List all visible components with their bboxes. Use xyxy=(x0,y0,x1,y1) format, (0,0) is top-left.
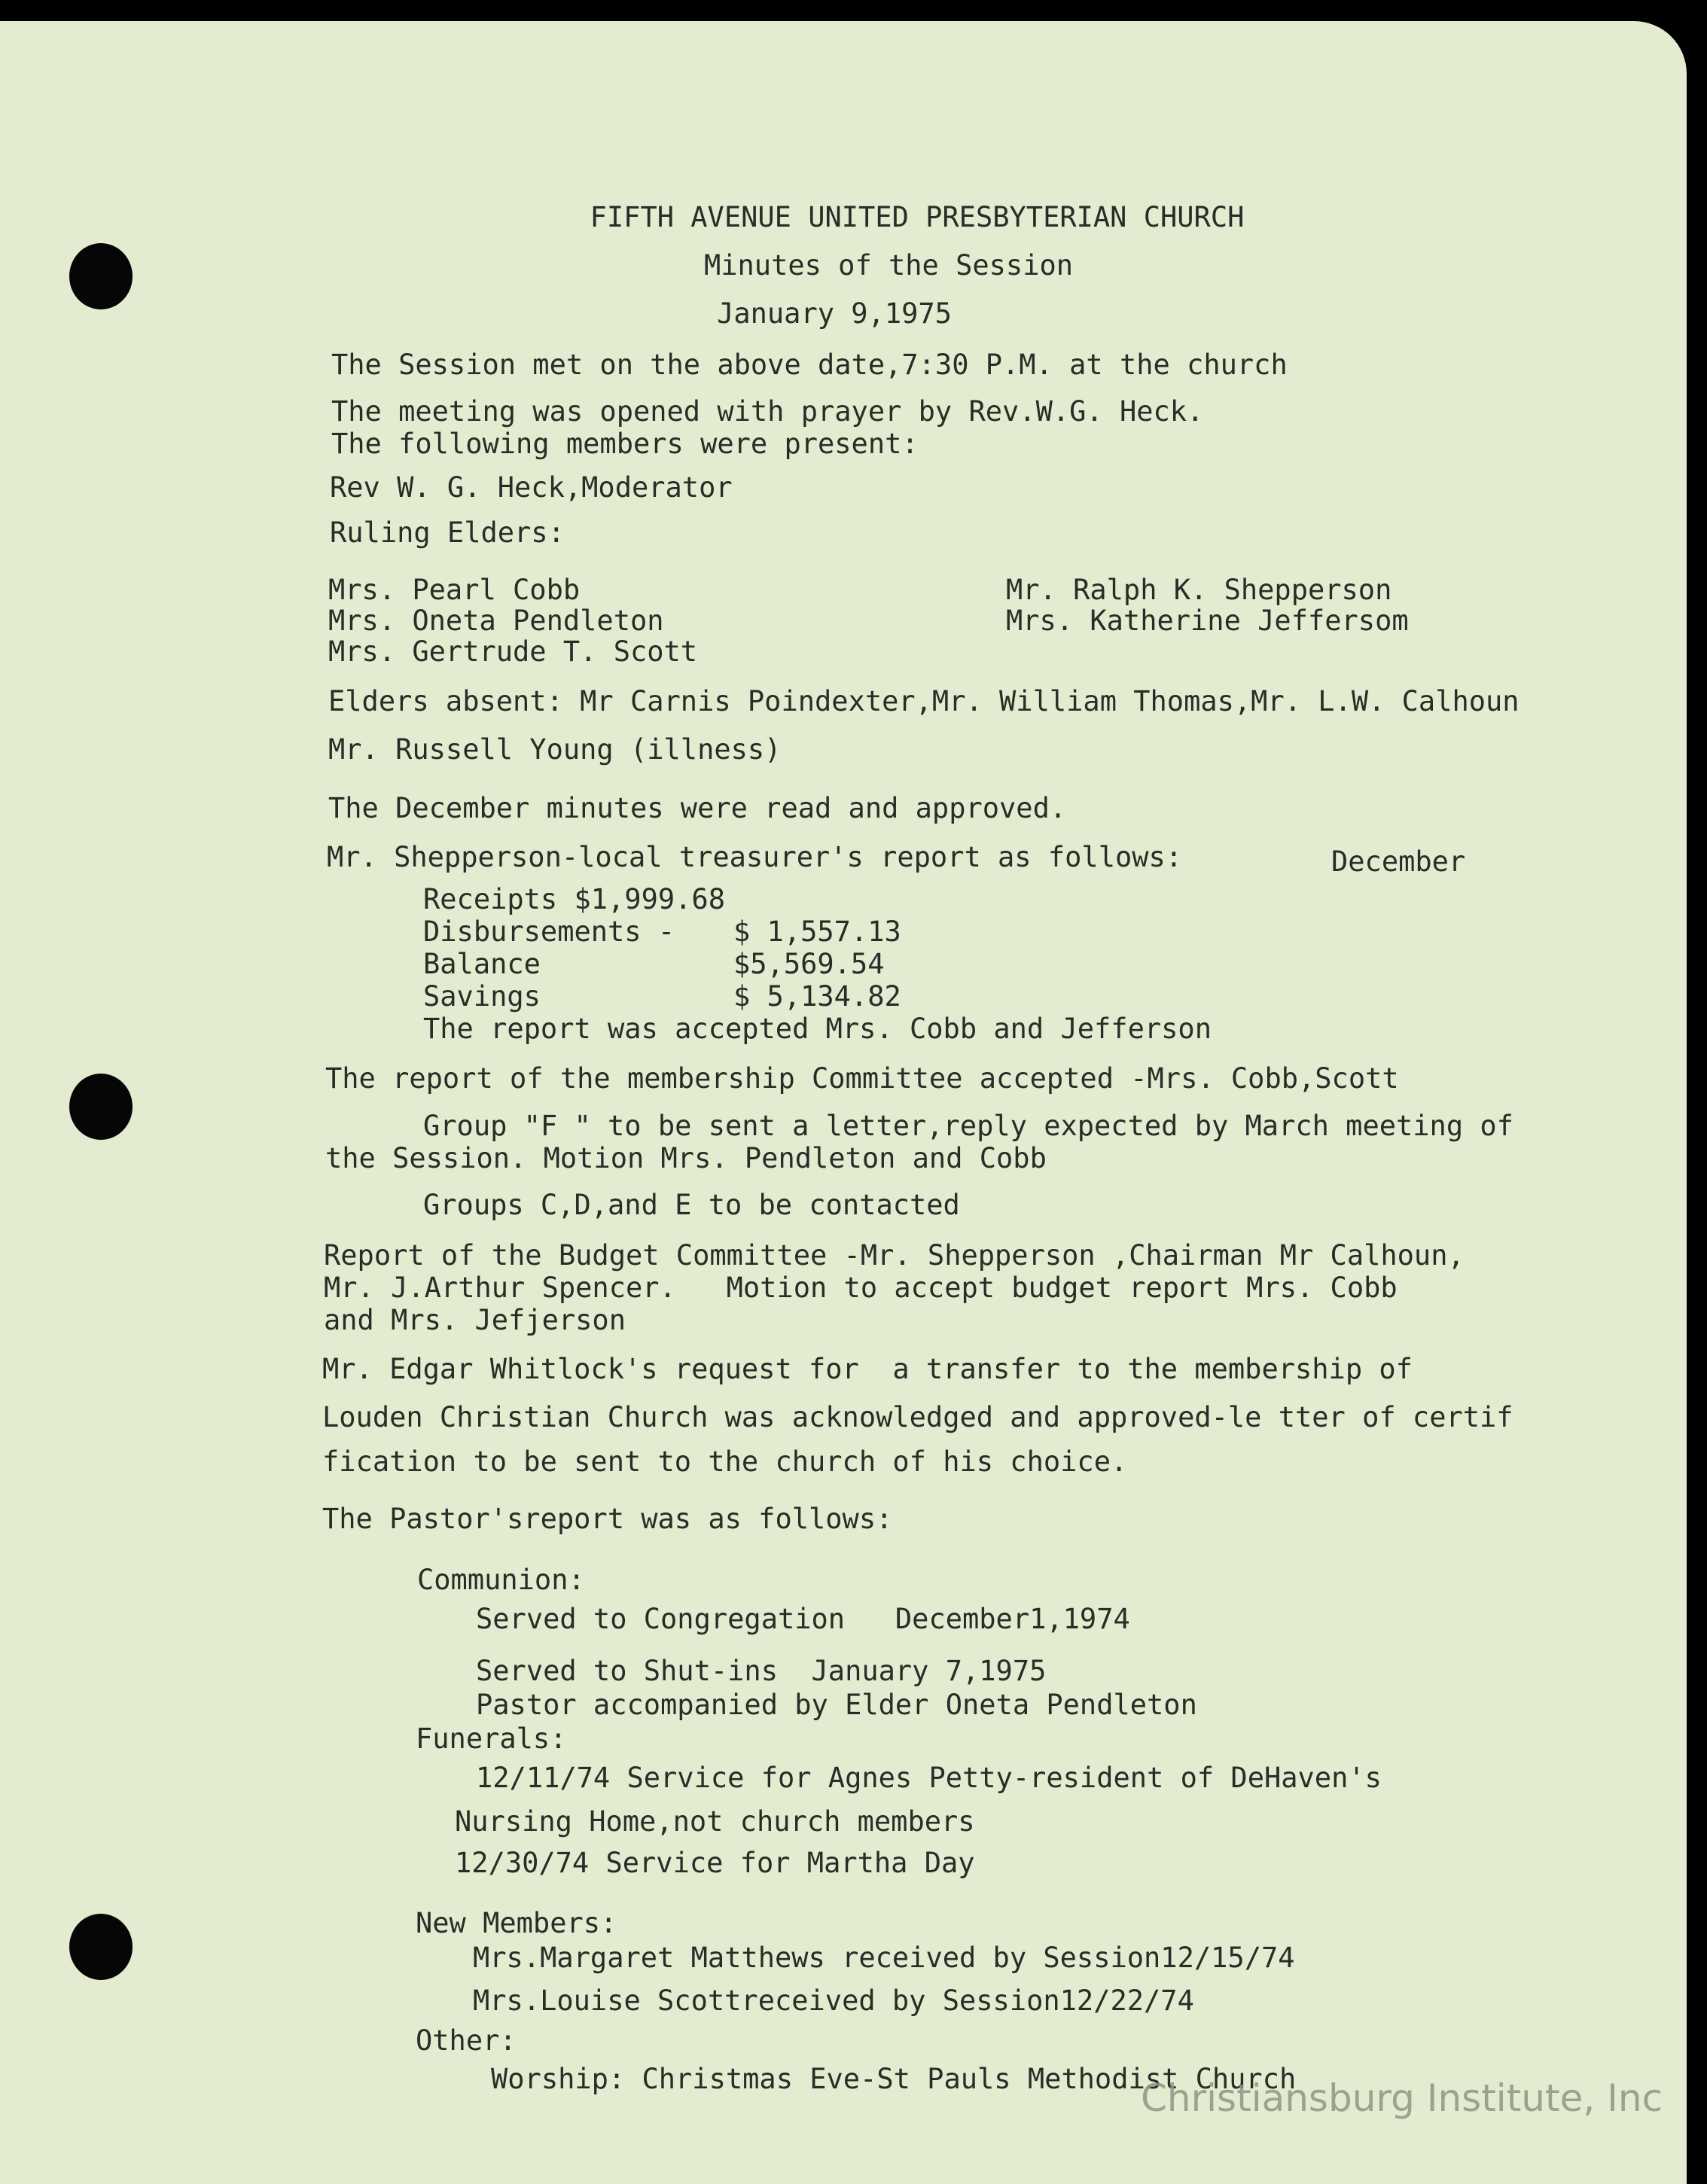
communion-heading: Communion: xyxy=(417,1564,585,1596)
elder-right-2: Mrs. Katherine Jeffersom xyxy=(1006,605,1409,637)
funeral-line-2: 12/30/74 Service for Martha Day xyxy=(455,1847,975,1879)
new-member-2: Mrs.Louise Scottreceived by Session12/22/74 xyxy=(473,1984,1194,2017)
group-f-line-2: the Session. Motion Mrs. Pendleton and Cobb xyxy=(325,1142,1047,1174)
savings-label: Savings xyxy=(423,980,541,1013)
elders-absent-line: Elders absent: Mr Carnis Poindexter,Mr. William Thomas,Mr. L.W. Calhoun xyxy=(328,685,1520,717)
other-heading: Other: xyxy=(416,2024,517,2057)
groups-cde-line: Groups C,D,and E to be contacted xyxy=(423,1189,960,1221)
funeral-line-1: 12/11/74 Service for Agnes Petty-resident of DeHaven's xyxy=(476,1762,1382,1794)
treasurer-report-heading: Mr. Shepperson-local treasurer's report as follows: xyxy=(327,841,1183,873)
membership-report-line: The report of the membership Committee accepted -Mrs. Cobb,Scott xyxy=(325,1062,1399,1095)
punch-hole-middle xyxy=(69,1074,133,1140)
transfer-request-line-2: Louden Christian Church was acknowledged and approved-le tter of certif xyxy=(322,1401,1513,1433)
receipts-line: Receipts $1,999.68 xyxy=(423,883,725,915)
report-accepted-line: The report was accepted Mrs. Cobb and Jefferson xyxy=(423,1013,1212,1045)
served-congregation-line: Served to Congregation December1,1974 xyxy=(476,1603,1130,1635)
disbursements-value: $ 1,557.13 xyxy=(733,915,901,948)
session-met-line: The Session met on the above date,7:30 P.M. at the church xyxy=(331,349,1288,381)
disbursements-label: Disbursements - xyxy=(423,915,675,948)
funeral-line-1b: Nursing Home,not church members xyxy=(455,1805,975,1838)
document-subtitle: Minutes of the Session xyxy=(703,249,1074,282)
punch-hole-bottom xyxy=(69,1914,133,1980)
budget-report-line-3: and Mrs. Jefjerson xyxy=(324,1304,626,1336)
document-page xyxy=(0,21,1687,2184)
transfer-request-line: Mr. Edgar Whitlock's request for a transfer to the membership of xyxy=(322,1353,1413,1385)
balance-value: $5,569.54 xyxy=(733,948,885,980)
elder-left-2: Mrs. Oneta Pendleton xyxy=(328,605,664,637)
transfer-request-line-3: fication to be sent to the church of his choice. xyxy=(322,1445,1128,1478)
savings-value: $ 5,134.82 xyxy=(733,980,901,1013)
meeting-date: January 9,1975 xyxy=(717,297,952,330)
new-members-heading: New Members: xyxy=(416,1907,617,1939)
new-member-1: Mrs.Margaret Matthews received by Session12/15/74 xyxy=(473,1942,1295,1974)
balance-label: Balance xyxy=(423,948,541,980)
watermark: Christiansburg Institute, Inc xyxy=(1141,2076,1663,2120)
elder-left-1: Mrs. Pearl Cobb xyxy=(328,574,581,606)
budget-report-line-2: Mr. J.Arthur Spencer. Motion to accept budget report Mrs. Cobb xyxy=(324,1272,1398,1304)
minutes-approved-line: The December minutes were read and approved. xyxy=(328,792,1067,824)
served-shutins-line: Served to Shut-ins January 7,1975 xyxy=(476,1655,1047,1687)
punch-hole-top xyxy=(69,243,133,309)
elder-left-3: Mrs. Gertrude T. Scott xyxy=(328,635,698,668)
treasurer-report-month: December xyxy=(1331,845,1466,878)
elder-right-1: Mr. Ralph K. Shepperson xyxy=(1006,574,1392,606)
church-name: FIFTH AVENUE UNITED PRESBYTERIAN CHURCH xyxy=(590,201,1245,233)
prayer-line: The meeting was opened with prayer by Rev.W.G. Heck. xyxy=(331,395,1204,428)
pastor-accompanied-line: Pastor accompanied by Elder Oneta Pendleton xyxy=(476,1689,1197,1721)
elders-absent-line-2: Mr. Russell Young (illness) xyxy=(328,733,782,766)
pastor-report-heading: The Pastor'sreport was as follows: xyxy=(322,1503,893,1535)
present-line: The following members were present: xyxy=(331,428,919,460)
funerals-heading: Funerals: xyxy=(416,1723,567,1755)
ruling-elders-heading: Ruling Elders: xyxy=(330,516,565,549)
worship-line: Worship: Christmas Eve-St Pauls Methodist Church xyxy=(491,2063,1297,2095)
moderator-line: Rev W. G. Heck,Moderator xyxy=(330,471,733,504)
budget-report-line: Report of the Budget Committee -Mr. Shepperson ,Chairman Mr Calhoun, xyxy=(324,1239,1465,1272)
group-f-line: Group "F " to be sent a letter,reply expected by March meeting of xyxy=(423,1110,1513,1142)
